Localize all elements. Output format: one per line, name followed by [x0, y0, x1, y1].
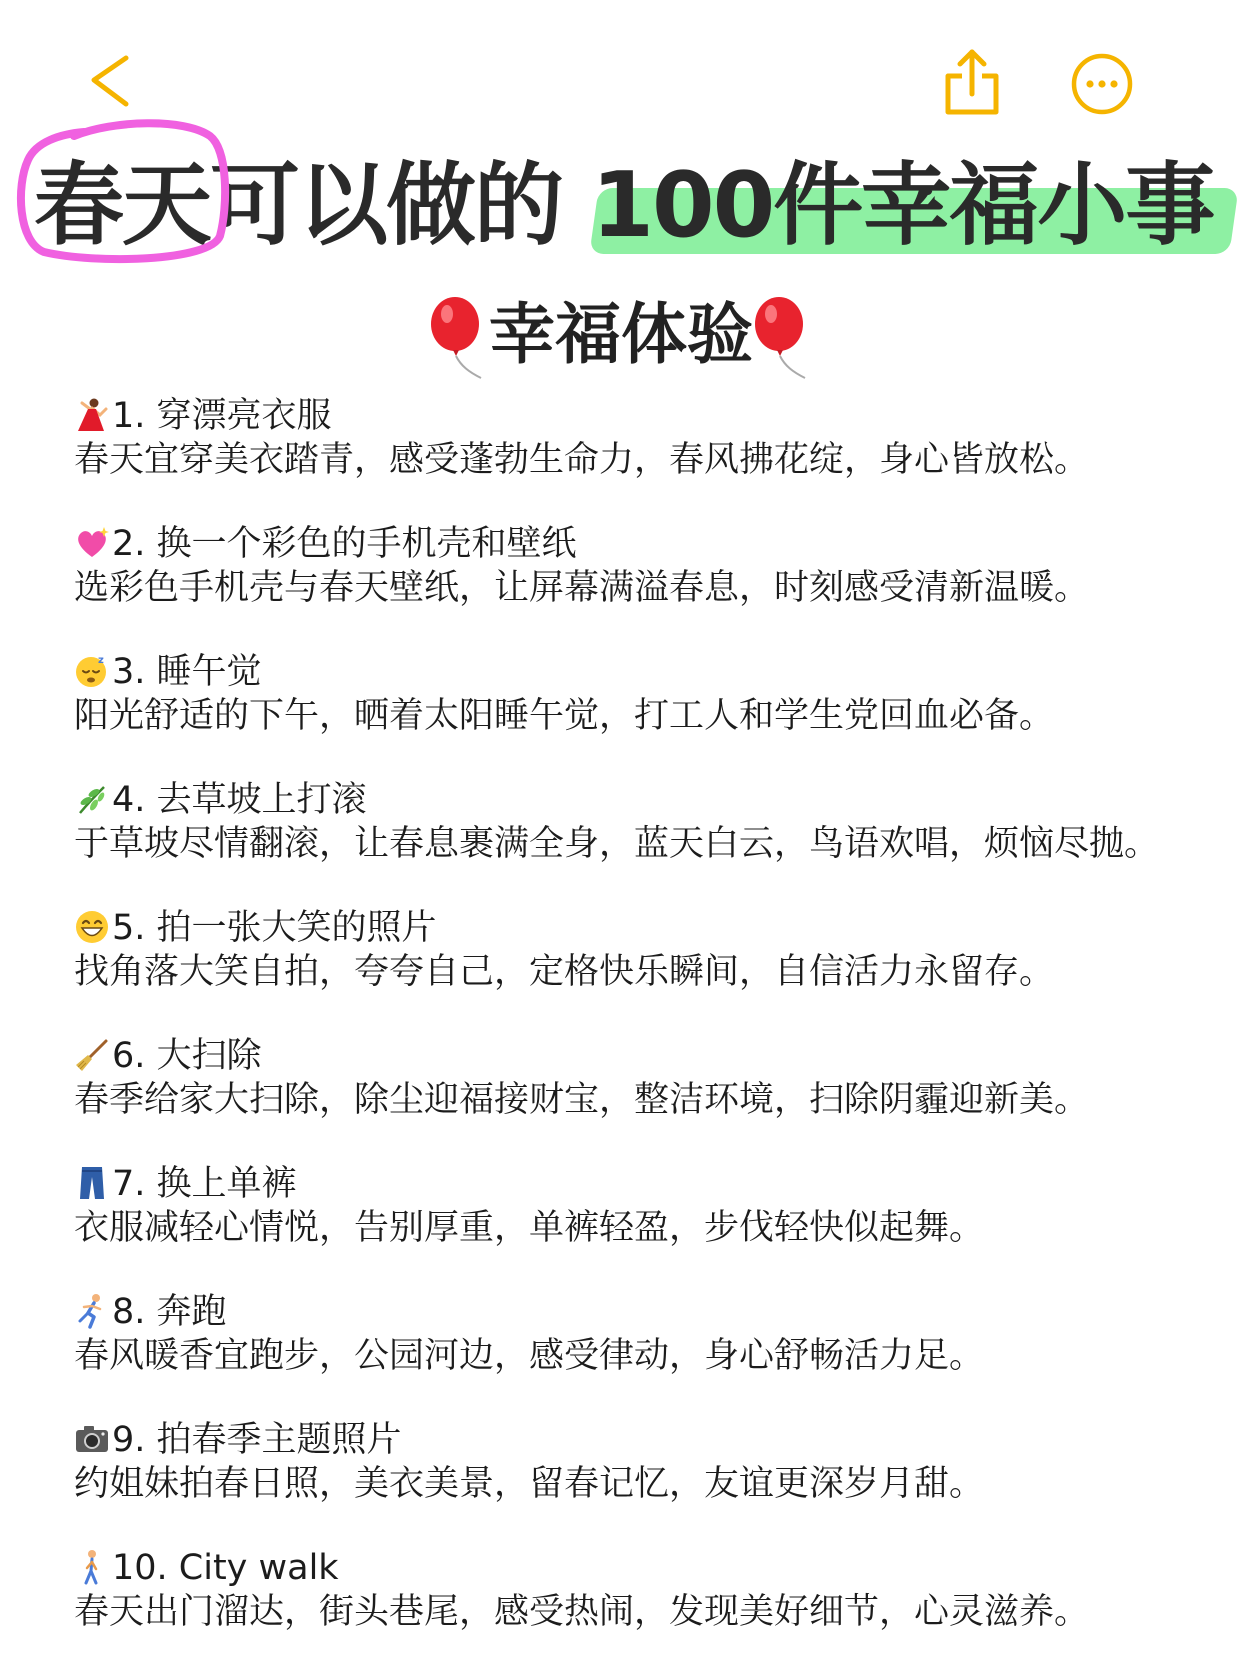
item-title: 8. 奔跑 — [112, 1292, 227, 1332]
sleeping-face-icon — [74, 653, 110, 689]
item-description: 找角落大笑自拍，夸夸自己，定格快乐瞬间，自信活力永留存。 — [74, 952, 1055, 992]
section-header — [0, 290, 1242, 384]
runner-icon — [74, 1293, 110, 1329]
sparkling-heart-icon — [74, 525, 110, 561]
item-description: 春天出门溜达，街头巷尾，感受热闹，发现美好细节，心灵滋养。 — [74, 1592, 1090, 1632]
section-title: 幸福体验 — [489, 296, 753, 373]
more-ellipsis-icon — [1068, 52, 1148, 132]
item-title: 10. City walk — [112, 1548, 339, 1588]
item-description: 选彩色手机壳与春天壁纸，让屏幕满溢春息，时刻感受清新温暖。 — [74, 568, 1090, 608]
item-description: 阳光舒适的下午，晒着太阳睡午觉，打工人和学生党回血必备。 — [74, 696, 1055, 736]
jeans-icon — [74, 1165, 110, 1201]
balloon-icon — [753, 294, 813, 384]
list-item — [74, 778, 1234, 906]
list-item — [74, 1162, 1234, 1290]
list-item — [74, 522, 1234, 650]
share-button[interactable] — [940, 48, 1020, 128]
item-title: 2. 换一个彩色的手机壳和壁纸 — [112, 524, 577, 564]
item-description: 衣服减轻心情悦，告别厚重，单裤轻盈，步伐轻快似起舞。 — [74, 1208, 985, 1248]
item-title: 5. 拍一张大笑的照片 — [112, 908, 437, 948]
list-item — [74, 1546, 1234, 1674]
camera-icon — [74, 1421, 110, 1457]
happiness-list — [74, 394, 1234, 1674]
item-title: 1. 穿漂亮衣服 — [112, 396, 332, 436]
hand-drawn-circle — [14, 116, 236, 266]
list-item — [74, 906, 1234, 1034]
item-title: 7. 换上单裤 — [112, 1164, 297, 1204]
item-description: 春季给家大扫除，除尘迎福接财宝，整洁环境，扫除阴霾迎新美。 — [74, 1080, 1090, 1120]
item-description: 春天宜穿美衣踏青，感受蓬勃生命力，春风拂花绽，身心皆放松。 — [74, 440, 1090, 480]
list-item — [74, 1290, 1234, 1418]
walker-icon — [74, 1549, 110, 1585]
list-item — [74, 394, 1234, 522]
item-description: 约姐妹拍春日照，美衣美景，留春记忆，友谊更深岁月甜。 — [74, 1464, 985, 1504]
item-title: 4. 去草坡上打滚 — [112, 780, 367, 820]
list-item — [74, 1418, 1234, 1546]
balloon-icon — [429, 294, 489, 384]
list-item — [74, 650, 1234, 778]
herb-icon — [74, 781, 110, 817]
grinning-face-icon — [74, 909, 110, 945]
share-icon — [940, 48, 1020, 128]
page-title: 春天可以做的 100件幸福小事 — [34, 153, 1214, 258]
more-button[interactable] — [1068, 52, 1148, 132]
item-title: 9. 拍春季主题照片 — [112, 1420, 402, 1460]
broom-icon — [74, 1037, 110, 1073]
dancer-icon — [74, 397, 110, 433]
item-description: 于草坡尽情翻滚，让春息裹满全身，蓝天白云，鸟语欢唱，烦恼尽抛。 — [74, 824, 1160, 864]
item-description: 春风暖香宜跑步，公园河边，感受律动，身心舒畅活力足。 — [74, 1336, 985, 1376]
item-title: 6. 大扫除 — [112, 1036, 262, 1076]
svg-text:z: z — [98, 655, 104, 666]
item-title: 3. 睡午觉 — [112, 652, 262, 692]
list-item — [74, 1034, 1234, 1162]
